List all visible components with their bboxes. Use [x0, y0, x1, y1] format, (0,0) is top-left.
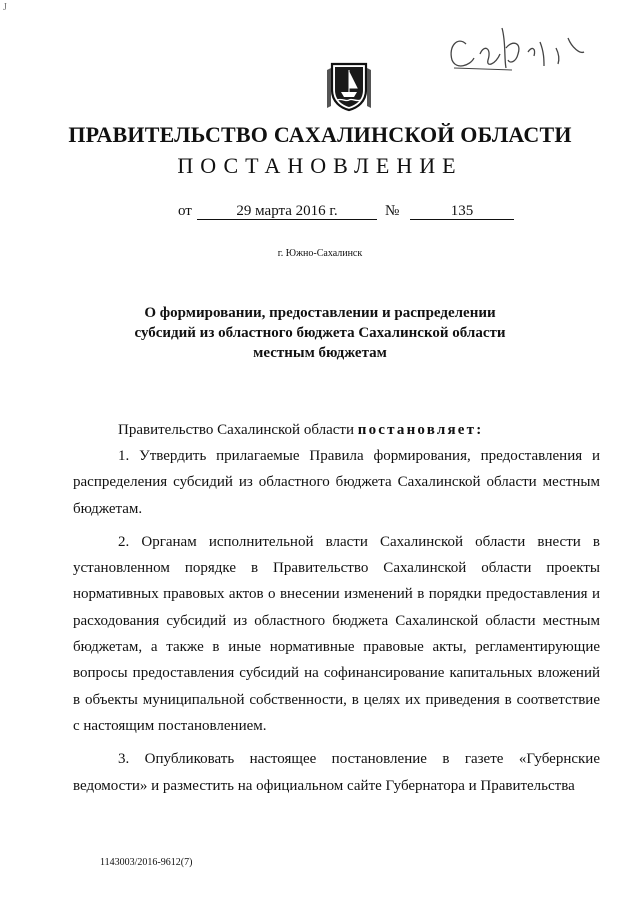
- document-number: 135: [450, 203, 474, 219]
- intro-text: Правительство Сахалинской области: [118, 422, 354, 438]
- handwritten-note: [440, 18, 590, 78]
- subject-line: местным бюджетам: [253, 345, 387, 361]
- sakhalin-coat-of-arms-icon: [326, 60, 372, 112]
- paragraph-2: 2. Органам исполнительной власти Сахалинской области внести в установленном порядке в Правительство Сахалинской области проекты нормативных правовых актов о внесении изменений в порядки предоставления и расходования субсидий из областного бюджета Сахалинской области местным бюджетам, а также в иные нормативные правовые акты, регламентирующие вопросы предоставления субсидий на софинансирование капитальных вложений в объекты муниципальной собственности, в целях их приведения в соответствие с настоящим постановлением.: [73, 533, 600, 734]
- paragraph-3: 3. Опубликовать настоящее постановление в газете «Губернские ведомости» и разместить на официальном сайте Губернатора и Правительства: [73, 751, 600, 794]
- government-title: ПРАВИТЕЛЬСТВО САХАЛИНСКОЙ ОБЛАСТИ: [68, 122, 572, 147]
- paragraph-1: 1. Утвердить прилагаемые Правила формирования, предоставления и распределения субсидий из областного бюджета Сахалинской области местным бюджетам.: [73, 448, 600, 517]
- resolution-intro: [118, 422, 483, 439]
- document-subject: [100, 303, 540, 363]
- subject-line: субсидий из областного бюджета Сахалинской области: [134, 325, 506, 341]
- number-label: №: [385, 203, 400, 219]
- date-label: от: [178, 203, 192, 219]
- date-number-row: [0, 203, 640, 223]
- corner-mark: J: [3, 2, 7, 13]
- city-line: г. Южно-Сахалинск: [277, 248, 363, 259]
- resolution-body: [73, 443, 600, 806]
- footer-code: 1143003/2016-9612(7): [100, 857, 193, 868]
- subject-line: О формировании, предоставлении и распределении: [144, 305, 496, 321]
- document-type: ПОСТАНОВЛЕНИЕ: [177, 153, 463, 178]
- intro-verb: постановляет:: [357, 422, 484, 438]
- document-date: 29 марта 2016 г.: [236, 203, 338, 219]
